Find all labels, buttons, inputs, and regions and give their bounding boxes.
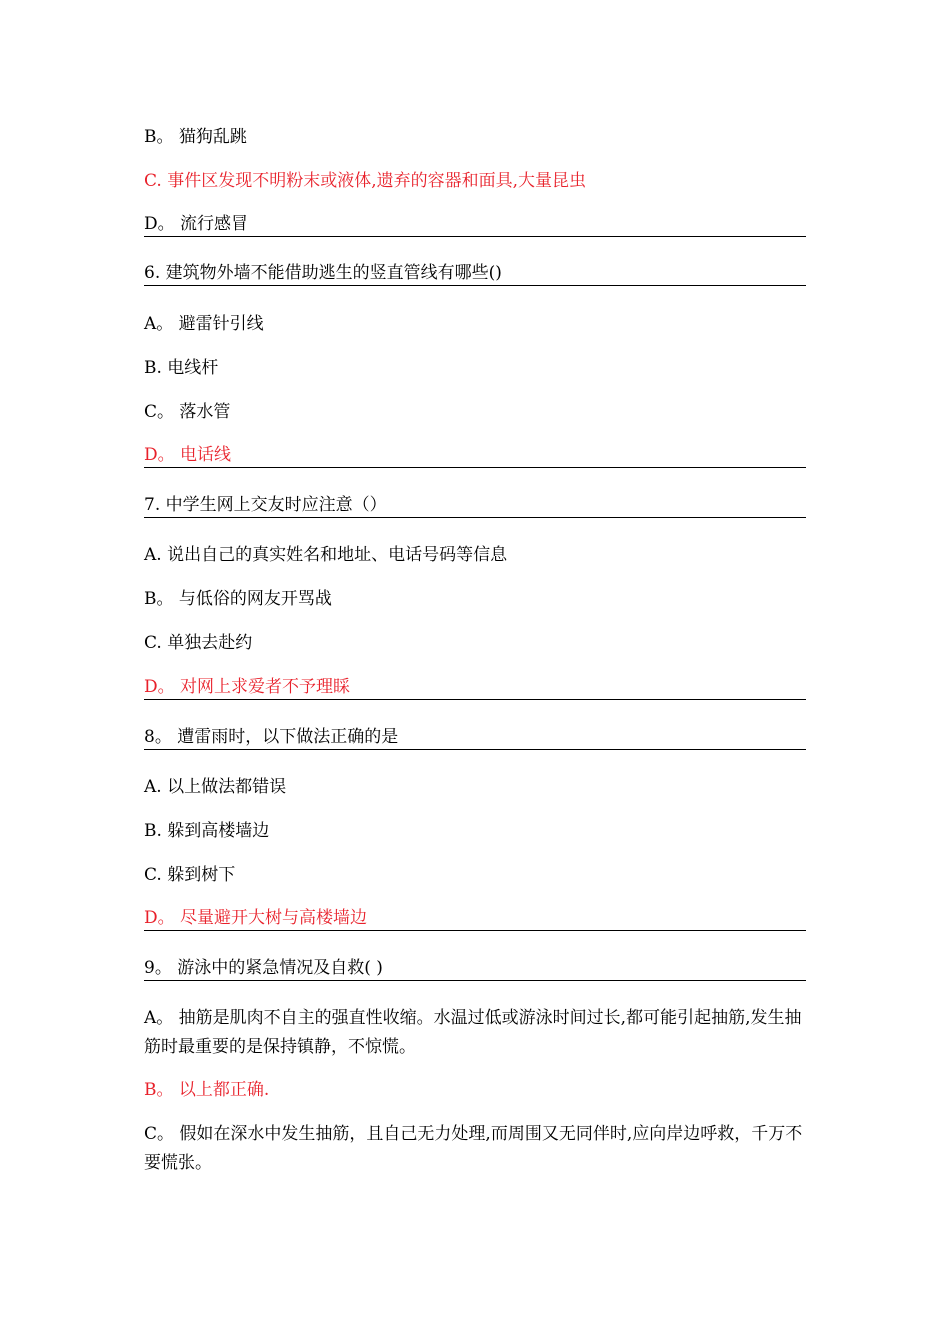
option-d-q5: D。 流行感冒	[144, 213, 806, 237]
option-a-q7: A. 说出自己的真实姓名和地址、电话号码等信息	[144, 545, 508, 565]
option-c-q8: C. 躲到树下	[144, 865, 236, 885]
question-6: 6. 建筑物外墙不能借助逃生的竖直管线有哪些()	[144, 262, 806, 286]
option-b-q8: B. 躲到高楼墙边	[144, 821, 270, 841]
option-c-q6: C。 落水管	[144, 402, 231, 422]
option-c-q7: C. 单独去赴约	[144, 633, 253, 653]
option-b-q7: B。 与低俗的网友开骂战	[144, 589, 332, 609]
option-b-q6: B. 电线杆	[144, 358, 219, 378]
question-8: 8。 遭雷雨时，以下做法正确的是	[144, 726, 806, 750]
answer-option-b-q9: B。 以上都正确.	[144, 1080, 270, 1100]
option-a-q6: A。 避雷针引线	[144, 314, 264, 334]
answer-option-d-q7: D。 对网上求爱者不予理睬	[144, 676, 806, 700]
option-b-q5: B。 猫狗乱跳	[144, 127, 247, 147]
answer-option-d-q8: D。 尽量避开大树与高楼墙边	[144, 907, 806, 931]
answer-option-c-q5: C. 事件区发现不明粉末或液体,遗弃的容器和面具,大量昆虫	[144, 171, 587, 191]
question-9: 9。 游泳中的紧急情况及自救( )	[144, 957, 806, 981]
option-a-q8: A. 以上做法都错误	[144, 777, 287, 797]
option-c-q9: C。 假如在深水中发生抽筋，且自己无力处理,而周围又无同伴时,应向岸边呼救，千万不要慌张。	[144, 1124, 803, 1173]
question-7: 7. 中学生网上交友时应注意（）	[144, 494, 806, 518]
option-a-q9: A。 抽筋是肌肉不自主的强直性收缩。水温过低或游泳时间过长,都可能引起抽筋,发生抽筋时最重要的是保持镇静，不惊慌。	[144, 1008, 802, 1057]
answer-option-d-q6: D。 电话线	[144, 444, 806, 468]
